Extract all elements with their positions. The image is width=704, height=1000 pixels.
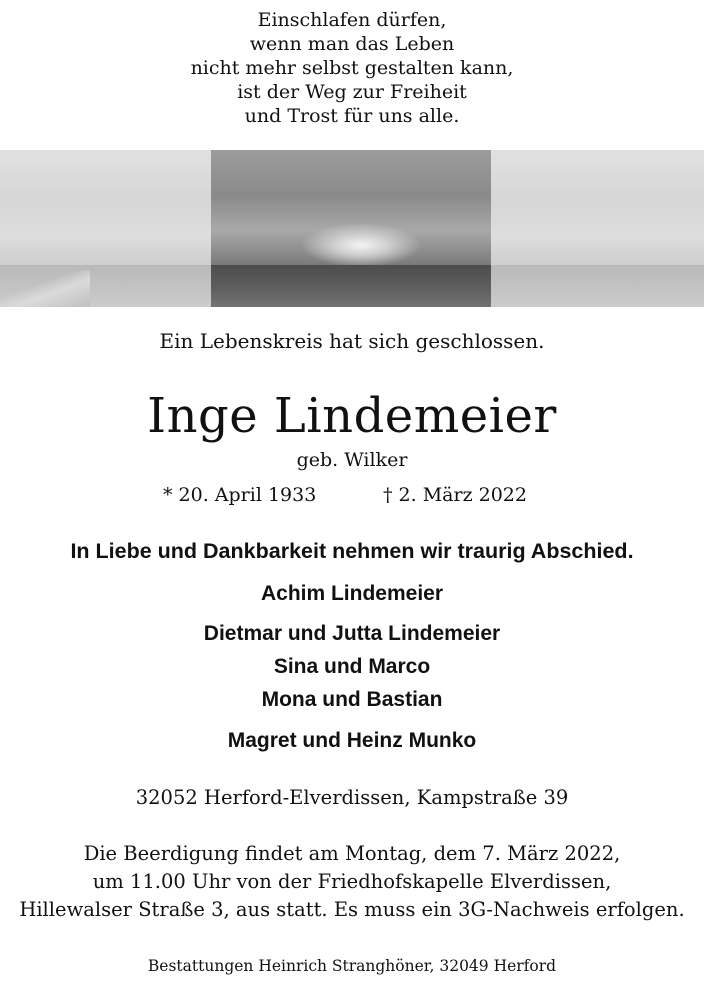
poem-line: Einschlafen dürfen,	[257, 9, 447, 31]
funeral-notice-line: Hillewalser Straße 3, aus statt. Es muss ein 3G-Nachweis erfolgen.	[19, 898, 685, 921]
mourner-name: Mona und Bastian	[261, 688, 443, 711]
mourner-name: Magret und Heinz Munko	[227, 729, 477, 752]
farewell-text: In Liebe und Dankbarkeit nehmen wir traurig Abschied.	[70, 539, 634, 563]
death-date: † 2. März 2022	[383, 484, 527, 506]
closing-line: Ein Lebenskreis hat sich geschlossen.	[159, 329, 545, 353]
birth-name: geb. Wilker	[296, 449, 408, 471]
mourner-name: Sina und Marco	[273, 655, 431, 678]
family-address: 32052 Herford-Elverdissen, Kampstraße 39	[135, 786, 569, 809]
funeral-notice-line: um 11.00 Uhr von der Friedhofskapelle Elverdissen,	[92, 870, 612, 893]
birth-date: * 20. April 1933	[163, 484, 317, 506]
poem-line: nicht mehr selbst gestalten kann,	[190, 57, 514, 79]
sea-sunset-photo	[0, 150, 704, 307]
poem-line: ist der Weg zur Freiheit	[237, 81, 467, 103]
mourner-name: Achim Lindemeier	[260, 582, 444, 605]
undertaker-line: Bestattungen Heinrich Stranghöner, 32049 Herford	[147, 957, 557, 975]
mourner-name: Dietmar und Jutta Lindemeier	[203, 622, 501, 645]
photo-window-sky	[211, 150, 491, 265]
poem-line: wenn man das Leben	[249, 33, 455, 55]
funeral-notice	[0, 840, 704, 924]
photo-window-sea	[211, 265, 491, 307]
poem-line: und Trost für uns alle.	[244, 105, 460, 127]
deceased-name: Inge Lindemeier	[147, 388, 557, 444]
poem	[0, 8, 704, 128]
photo-highlight-window	[211, 150, 491, 307]
funeral-notice-line: Die Beerdigung findet am Montag, dem 7. März 2022,	[83, 842, 621, 865]
